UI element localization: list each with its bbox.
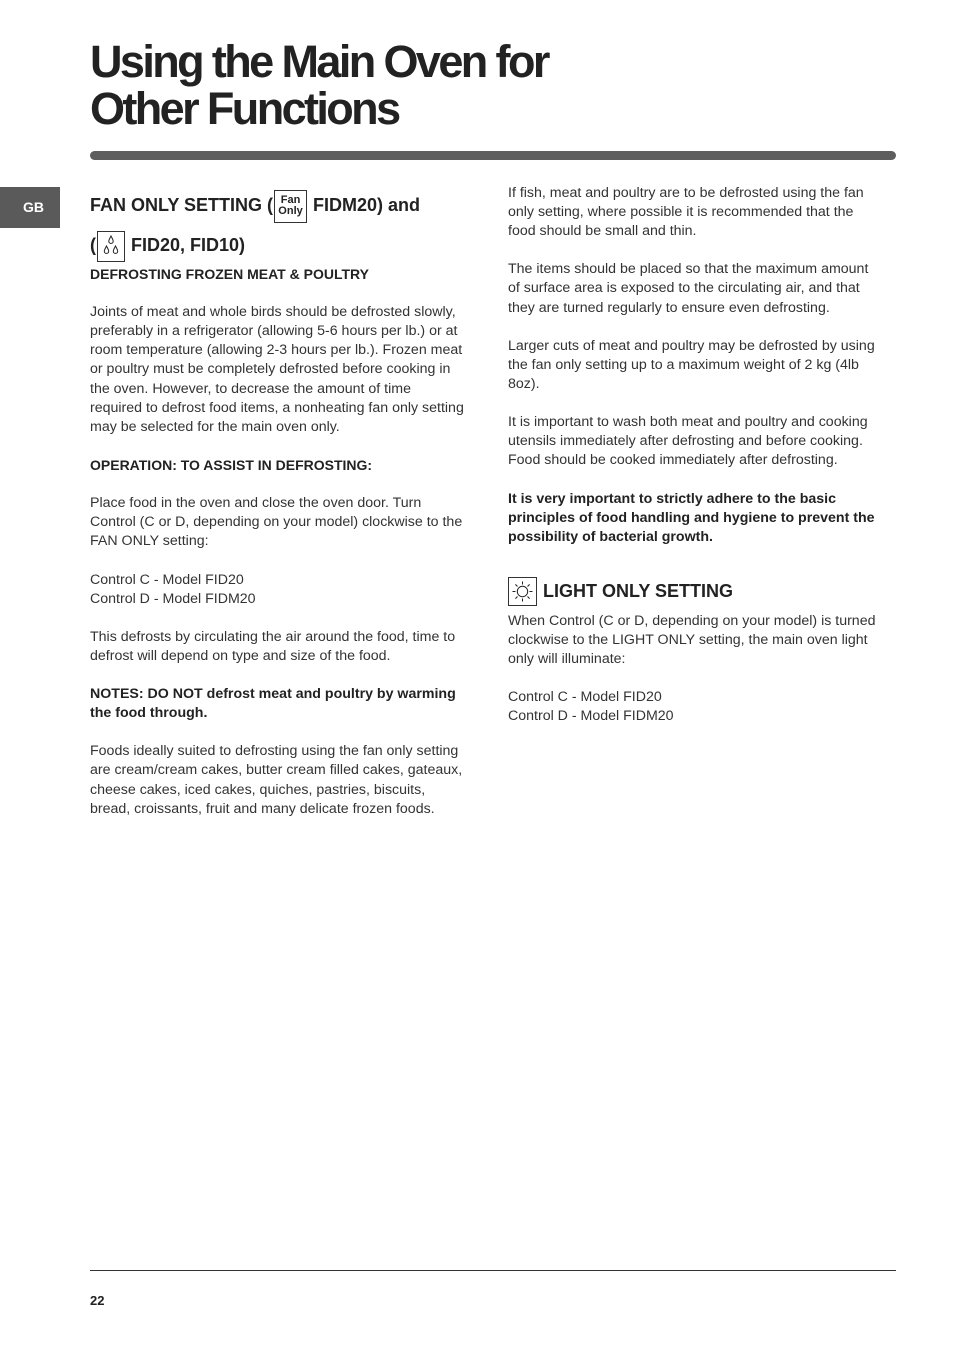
hygiene-warning: It is very important to strictly adhere to the basic principles of food handling and hygiene to prevent the possibility of bacterial growth.: [508, 490, 875, 545]
defrost-drops-svg: [102, 235, 120, 257]
defrosting-paragraph: Joints of meat and whole birds should be defrosted slowly, preferably in a refrigerator (allowing 5-6 hours per lb.) or at room temperature (allowing 2-3 hours per lb.). Frozen meat or poultry must be completely defrosted before cooking in the oven. However, to decrease the amount of time required to defrost food items, a nonheating fan only setting may be selected for the main oven only.: [90, 304, 464, 435]
page-number: 22: [90, 1293, 105, 1308]
circulation-paragraph: This defrosts by circulating the air around the food, time to defrost will depend on type and size of the food.: [90, 628, 456, 664]
light-only-heading: [508, 576, 884, 608]
light-bulb-icon: [508, 577, 537, 606]
fan-icon-line1: Fan: [280, 194, 301, 206]
light-control-c-line: Control C - Model FID20: [508, 689, 662, 706]
notes-paragraph: NOTES: DO NOT defrost meat and poultry by warming the food through.: [90, 686, 456, 722]
light-only-paragraph: When Control (C or D, depending on your model) is turned clockwise to the LIGHT ONLY setting, the main oven light only will illuminate:: [508, 612, 876, 667]
fan-only-icon: [274, 190, 307, 223]
defrosting-subheading: DEFROSTING FROZEN MEAT & POULTRY: [90, 266, 369, 282]
right-column: [508, 184, 884, 745]
footer-divider: [90, 1270, 896, 1271]
page-title-line1: Using the Main Oven for: [90, 36, 548, 87]
control-c-line: Control C - Model FID20: [90, 571, 244, 588]
page-title-line2: Other Functions: [90, 83, 399, 134]
suited-foods-paragraph: Foods ideally suited to defrosting using the fan only setting are cream/cream cakes, butter cream filled cakes, gateaux, cheese cakes, iced cakes, quiches, pastries, biscuits, bread, croissants, fruit and many delicate frozen foods.: [90, 743, 463, 817]
fan-only-heading: [90, 187, 466, 225]
washing-paragraph: It is important to wash both meat and poultry and cooking utensils immediately after defrosting and before cooking. Food should be cooked immediately after defrosting.: [508, 414, 868, 469]
light-control-d-line: Control D - Model FIDM20: [508, 708, 674, 725]
language-tab: GB: [0, 187, 60, 228]
larger-cuts-paragraph: Larger cuts of meat and poultry may be defrosted by using the fan only setting up to a maximum weight of 2 kg (4lb 8oz).: [508, 337, 875, 392]
light-only-heading-text: LIGHT ONLY SETTING: [543, 581, 734, 602]
fan-icon-line2: Only: [278, 205, 303, 217]
small-thin-paragraph: If fish, meat and poultry are to be defrosted using the fan only setting, where possible it is recommended that the food should be small and thin.: [508, 185, 864, 240]
operation-subheading: OPERATION: TO ASSIST IN DEFROSTING:: [90, 456, 373, 473]
heading-line2-text: FID20, FID10): [131, 235, 246, 256]
light-bulb-svg: [511, 580, 534, 603]
title-divider: [90, 151, 896, 160]
left-column: [90, 187, 466, 838]
defrost-drops-icon: [97, 231, 125, 262]
fan-only-heading-line2: [90, 227, 466, 265]
operation-paragraph: Place food in the oven and close the oven door. Turn Control (C or D, depending on your model) clockwise to the FAN ONLY setting:: [90, 495, 463, 550]
surface-area-paragraph: The items should be placed so that the maximum amount of surface area is exposed to the circulating air, and that they are turned regularly to ensure even defrosting.: [508, 261, 869, 316]
heading-line2-open: (: [90, 235, 96, 256]
page-title: [90, 38, 548, 132]
control-d-line: Control D - Model FIDM20: [90, 590, 256, 607]
fan-only-heading-part2: FIDM20) and: [313, 195, 421, 216]
fan-only-heading-part1: FAN ONLY SETTING (: [90, 195, 274, 216]
